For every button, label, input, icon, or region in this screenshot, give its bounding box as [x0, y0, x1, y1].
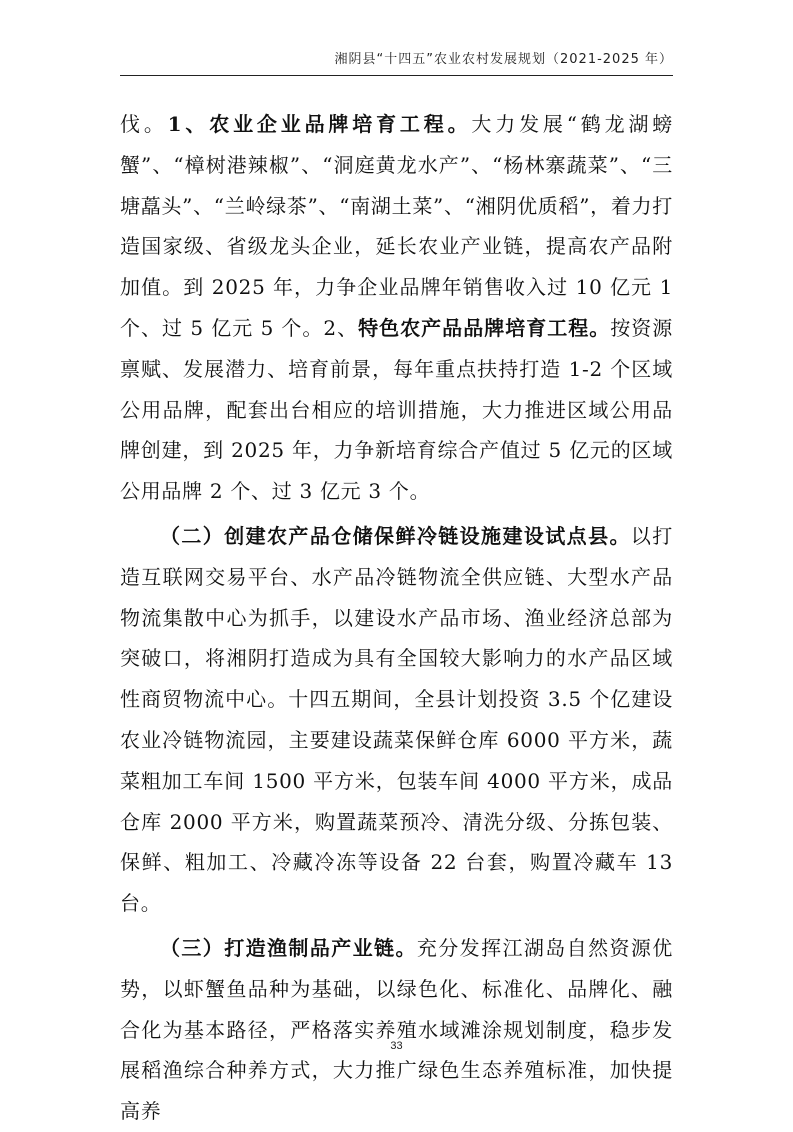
paragraph-fishery-chain	[120, 928, 673, 1132]
paragraph-text: 充分发挥江湖岛自然资源优势，以虾蟹鱼品种为基础，以绿色化、标准化、品牌化、融合化为基本路径，严格落实养殖水域滩涂规划制度，稳步发展稻渔综合种养方式，大力推广绿色生态养殖标准，加快提高养	[120, 935, 674, 1124]
paragraph-brand-projects	[120, 104, 673, 512]
paragraph-text: 大力发展“鹤龙湖螃蟹”、“樟树港辣椒”、“洞庭黄龙水产”、“杨林寨蔬菜”、“三塘藠头”、“兰岭绿茶”、“南湖土菜”、“湘阴优质稻”，着力打造国家级、省级龙头企业，延长农业产业链，提高农产品附加值。到 2025 年，力争企业品牌年销售收入过 10 亿元 1 个、过 5 亿元 5 个。2、	[120, 112, 673, 340]
paragraph-cold-chain	[120, 516, 673, 924]
section-heading-fishery: （三）打造渔制品产业链。	[160, 935, 417, 960]
header-rule	[120, 75, 673, 76]
paragraph-text: 以打造互联网交易平台、水产品冷链物流全供应链、大型水产品物流集散中心为抓手，以建设水产品市场、渔业经济总部为突破口，将湘阴打造成为具有全国较大影响力的水产品区域性商贸物流中心。十四五期间，全县计划投资 3.5 个亿建设农业冷链物流园，主要建设蔬菜保鲜仓库 6000 平方米，蔬菜粗加工车间 1500 平方米，包装车间 4000 平方米，成品仓库 2000 平方米，购置蔬菜预冷、清洗分级、分拣包装、保鲜、粗加工、冷藏冷冻等设备 22 台套，购置冷藏车 13 台。	[120, 523, 673, 916]
page-number: 33	[390, 1040, 403, 1052]
project-heading-enterprise-brand: 1、农业企业品牌培育工程。	[167, 112, 472, 136]
project-heading-specialty-brand: 特色农产品品牌培育工程。	[358, 315, 611, 340]
paragraph-text: 伐。	[120, 112, 168, 136]
running-header: 湘阴县“十四五”农业农村发展规划（2021-2025 年）	[334, 52, 673, 67]
paragraph-text: 按资源禀赋、发展潜力、培育前景，每年重点扶持打造 1-2 个区域公用品牌，配套出台相应的培训措施，大力推进区域公用品牌创建，到 2025 年，力争新培育综合产值过 5 亿元的区域公用品牌 2 个、过 3 亿元 3 个。	[120, 315, 673, 504]
document-body	[120, 104, 673, 1132]
section-heading-cold-chain: （二）创建农产品仓储保鲜冷链设施建设试点县。	[160, 523, 631, 548]
